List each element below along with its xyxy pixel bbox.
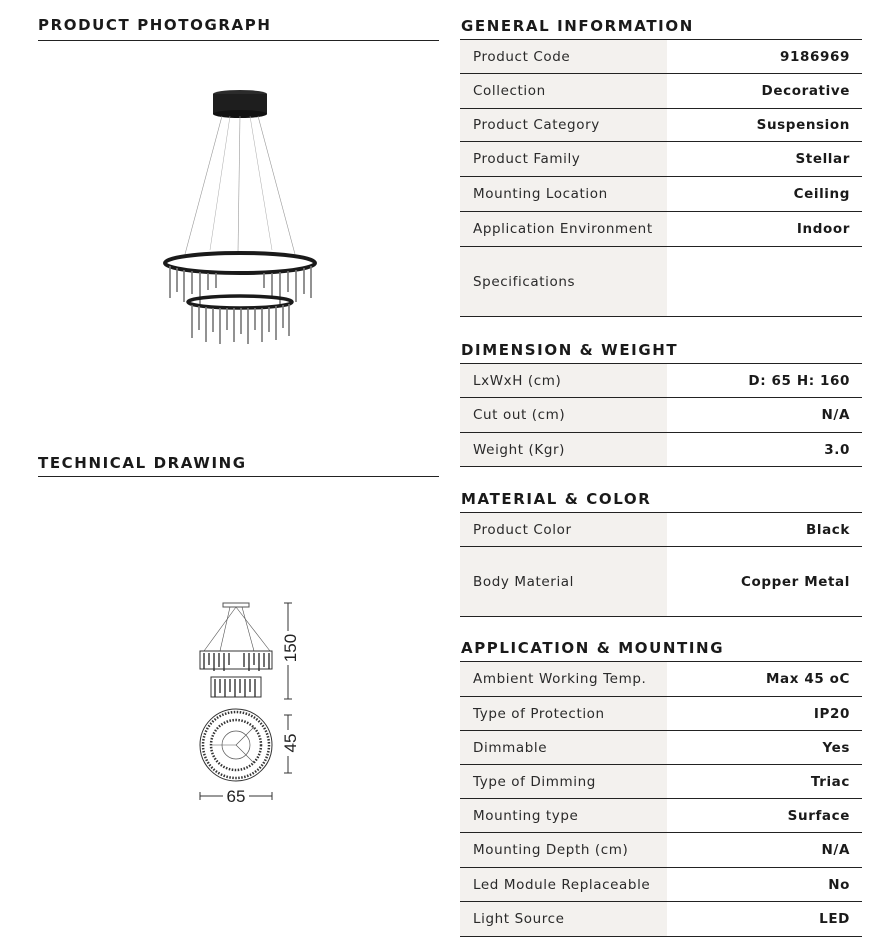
row-value: No bbox=[828, 876, 850, 893]
table-row bbox=[460, 799, 862, 833]
divider bbox=[38, 476, 439, 477]
general-information-section bbox=[460, 17, 862, 317]
table-row bbox=[460, 177, 862, 212]
table-row bbox=[460, 398, 862, 433]
product-photo bbox=[150, 80, 330, 350]
table-row bbox=[460, 247, 862, 317]
table-row bbox=[460, 433, 862, 467]
material-color-section bbox=[460, 490, 862, 617]
table-row bbox=[460, 547, 862, 617]
technical-drawing bbox=[190, 595, 310, 810]
row-value: Triac bbox=[810, 773, 850, 790]
diameter-dimension: 65 bbox=[226, 787, 246, 806]
row-label: Product Color bbox=[460, 513, 667, 546]
table-row bbox=[460, 697, 862, 731]
row-value: Indoor bbox=[796, 221, 850, 237]
row-value: 9186969 bbox=[780, 48, 850, 65]
row-label: Application Environment bbox=[460, 212, 667, 246]
technical-drawing-heading: TECHNICAL DRAWING bbox=[38, 454, 247, 472]
dimension-weight-section bbox=[460, 341, 862, 467]
row-label: Weight (Kgr) bbox=[460, 433, 667, 466]
row-value: IP20 bbox=[813, 705, 850, 722]
table-row bbox=[460, 662, 862, 697]
row-label: Led Module Replaceable bbox=[460, 868, 667, 901]
table-row bbox=[460, 833, 862, 868]
table-row bbox=[460, 513, 862, 547]
product-photograph-heading: PRODUCT PHOTOGRAPH bbox=[38, 16, 272, 34]
row-label: Body Material bbox=[460, 547, 667, 616]
application-mounting-section bbox=[460, 639, 862, 937]
general-information-heading: GENERAL INFORMATION bbox=[461, 17, 694, 35]
material-color-heading: MATERIAL & COLOR bbox=[461, 490, 652, 508]
table-row bbox=[460, 868, 862, 902]
row-label: Mounting type bbox=[460, 799, 667, 832]
dimension-weight-table bbox=[460, 364, 862, 467]
table-row bbox=[460, 765, 862, 799]
row-label: Specifications bbox=[460, 247, 667, 316]
row-value: D: 65 H: 160 bbox=[748, 372, 850, 389]
row-label: Dimmable bbox=[460, 731, 667, 764]
row-label: Ambient Working Temp. bbox=[460, 662, 667, 696]
row-value: N/A bbox=[821, 407, 850, 423]
row-value: 3.0 bbox=[824, 441, 850, 458]
row-value: LED bbox=[819, 911, 850, 927]
row-value: Ceiling bbox=[793, 186, 850, 202]
row-value: N/A bbox=[821, 842, 850, 858]
divider bbox=[38, 40, 439, 41]
height-dimension: 150 bbox=[281, 633, 300, 663]
row-value: Yes bbox=[822, 739, 850, 756]
row-label: Light Source bbox=[460, 902, 667, 936]
row-value bbox=[667, 247, 862, 316]
application-mounting-heading: APPLICATION & MOUNTING bbox=[461, 639, 725, 657]
row-label: Cut out (cm) bbox=[460, 398, 667, 432]
row-value: Max 45 oC bbox=[765, 671, 850, 687]
row-label: Mounting Location bbox=[460, 177, 667, 211]
row-label: Collection bbox=[460, 74, 667, 108]
row-value: Suspension bbox=[756, 117, 850, 133]
row-label: Type of Protection bbox=[460, 697, 667, 730]
row-label: Product Code bbox=[460, 40, 667, 73]
row-value: Stellar bbox=[795, 151, 850, 167]
table-row bbox=[460, 74, 862, 109]
row-label: LxWxH (cm) bbox=[460, 364, 667, 397]
row-value: Surface bbox=[787, 807, 850, 824]
table-row bbox=[460, 731, 862, 765]
row-label: Product Family bbox=[460, 142, 667, 176]
table-row bbox=[460, 40, 862, 74]
table-row bbox=[460, 364, 862, 398]
table-row bbox=[460, 109, 862, 142]
depth-dimension: 45 bbox=[281, 733, 300, 753]
application-mounting-table bbox=[460, 662, 862, 937]
row-label: Mounting Depth (cm) bbox=[460, 833, 667, 867]
row-value: Black bbox=[805, 521, 850, 538]
dimension-weight-heading: DIMENSION & WEIGHT bbox=[461, 341, 679, 359]
row-value: Copper Metal bbox=[740, 573, 850, 590]
row-label: Product Category bbox=[460, 109, 667, 141]
general-information-table bbox=[460, 40, 862, 317]
table-row bbox=[460, 902, 862, 937]
table-row bbox=[460, 212, 862, 247]
table-row bbox=[460, 142, 862, 177]
material-color-table bbox=[460, 513, 862, 617]
row-label: Type of Dimming bbox=[460, 765, 667, 798]
row-value: Decorative bbox=[761, 83, 850, 99]
